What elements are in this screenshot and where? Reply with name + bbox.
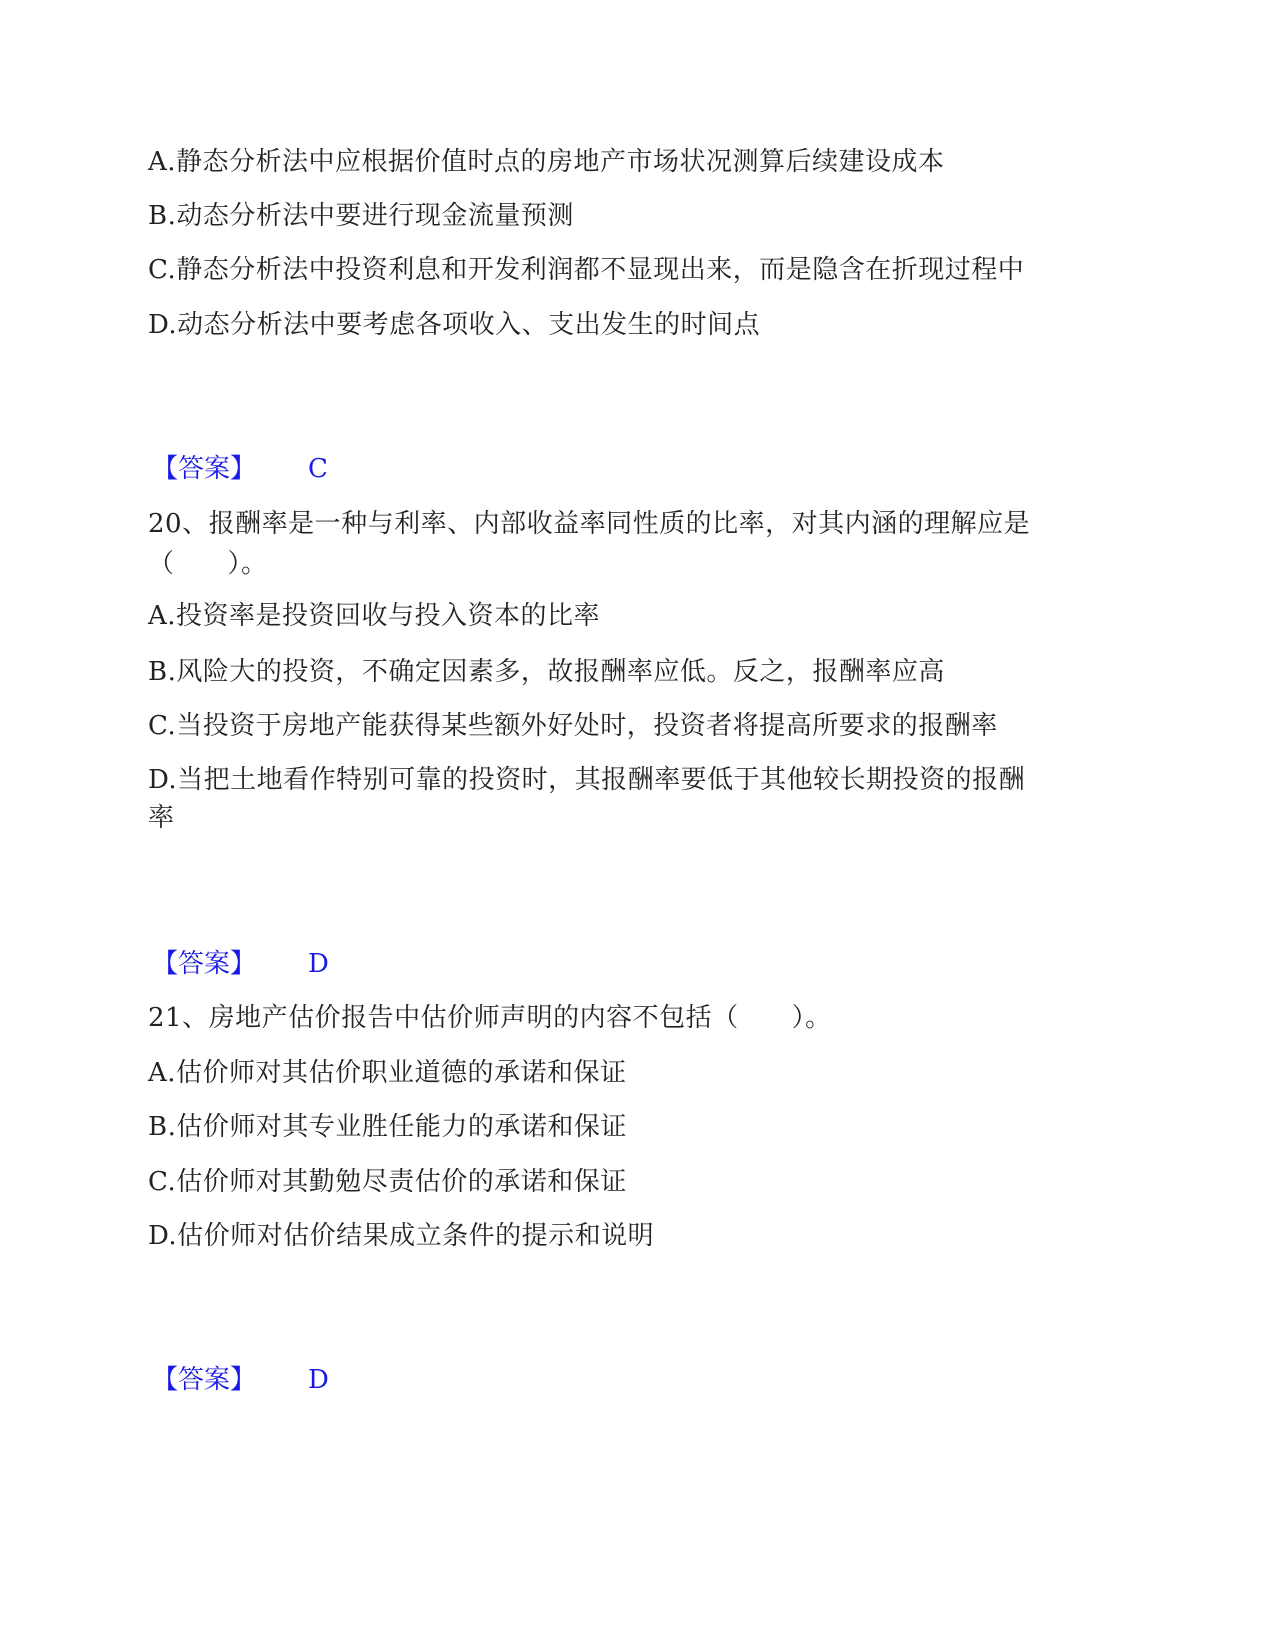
answer-tag: 【答案】	[152, 454, 257, 484]
q20-answer	[152, 948, 329, 980]
q21-answer	[152, 1364, 329, 1396]
prev-option-d: D.动态分析法中要考虑各项收入、支出发生的时间点	[148, 310, 761, 340]
answer-tag: 【答案】	[152, 1365, 257, 1395]
answer-tag: 【答案】	[152, 949, 257, 979]
q20-option-c: C.当投资于房地产能获得某些额外好处时，投资者将提高所要求的报酬率	[148, 711, 998, 741]
q21-stem: 21、房地产估价报告中估价师声明的内容不包括（ ）。	[148, 1003, 832, 1033]
answer-value: D	[308, 1365, 329, 1395]
q21-option-c: C.估价师对其勤勉尽责估价的承诺和保证	[148, 1167, 627, 1197]
prev-option-a: A.静态分析法中应根据价值时点的房地产市场状况测算后续建设成本	[148, 147, 945, 177]
q21-option-b: B.估价师对其专业胜任能力的承诺和保证	[148, 1112, 627, 1142]
q20-option-b: B.风险大的投资，不确定因素多，故报酬率应低。反之，报酬率应高	[148, 657, 945, 687]
q20-option-d: D.当把土地看作特别可靠的投资时，其报酬率要低于其他较长期投资的报酬	[148, 765, 1026, 795]
q21-option-a: A.估价师对其估价职业道德的承诺和保证	[148, 1058, 627, 1088]
q20-option-d-cont: 率	[148, 803, 175, 833]
q20-stem-line1: 20、报酬率是一种与利率、内部收益率同性质的比率，对其内涵的理解应是	[148, 509, 1031, 539]
answer-value: C	[308, 454, 328, 484]
q20-stem-line2: （ ）。	[148, 549, 268, 579]
answer-value: D	[308, 949, 329, 979]
prev-option-b: B.动态分析法中要进行现金流量预测	[148, 201, 574, 231]
q21-option-d: D.估价师对估价结果成立条件的提示和说明	[148, 1221, 655, 1251]
prev-answer	[152, 453, 328, 485]
prev-option-c: C.静态分析法中投资利息和开发利润都不显现出来，而是隐含在折现过程中	[148, 255, 1025, 285]
q20-option-a: A.投资率是投资回收与投入资本的比率	[148, 601, 601, 631]
